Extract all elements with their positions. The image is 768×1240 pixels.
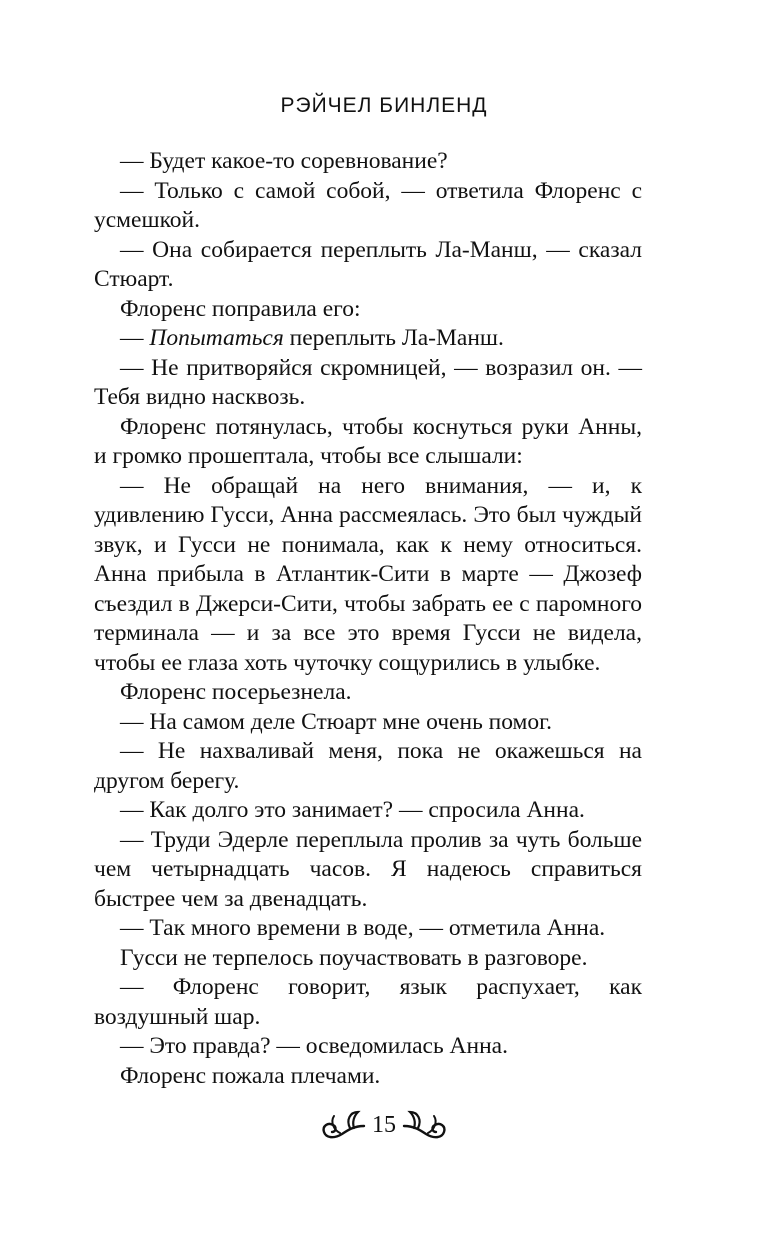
paragraph: Флоренс посерьезнела. (120, 679, 352, 705)
paragraph: — Труди Эдерле переплыла пролив за чуть больше чем четырнадцать часов. Я надеюсь справиться быстрее чем за двенадцать. (94, 826, 642, 912)
paragraph: — Не нахваливай меня, пока не окажешься на другом берегу. (94, 738, 642, 794)
paragraph: Флоренс потянулась, чтобы коснуться руки Анны, и громко прошептала, чтобы все слышали: (94, 413, 642, 469)
paragraph: — Она собирается переплыть Ла-Манш, — сказал Стюарт. (94, 236, 642, 292)
page-number: 15 (372, 1111, 396, 1138)
paragraph: Гусси не терпелось поучаствовать в разговоре. (120, 944, 588, 971)
paragraph: — Как долго это занимает? — спросила Анна. (120, 797, 585, 823)
paragraph: — Будет какое-то соревнование? (120, 148, 448, 174)
paragraph: — Флоренс говорит, язык распухает, как воздушный шар. (94, 974, 642, 1030)
paragraph-rest: переплыть Ла-Манш. (283, 325, 504, 351)
running-header: РЭЙЧЕЛ БИНЛЕНД (280, 94, 488, 117)
paragraph: — Только с самой собой, — ответила Флоренс с усмешкой. (94, 177, 642, 233)
page-footer (0, 1108, 768, 1142)
paragraph: — Это правда? — осведомилась Анна. (120, 1033, 508, 1059)
emphasis: Попытаться (149, 325, 284, 351)
paragraph: Флоренс пожала плечами. (120, 1062, 381, 1089)
paragraph: Флоренс поправила его: (120, 295, 361, 322)
body-text (94, 147, 642, 1091)
paragraph (94, 324, 642, 354)
flourish-ornament-icon (320, 1108, 366, 1142)
paragraph: — На самом деле Стюарт мне очень помог. (120, 708, 553, 735)
dash-prefix: — (120, 325, 150, 351)
paragraph: — Не обращай на него внимания, — и, к удивлению Гусси, Анна рассмеялась. Это был чуждый звук, и Гусси не понимала, как к нему относиться. Анна прибыла в Атлантик-Сити в марте — Джозеф съездил в Джерси-Сити, чтобы забрать ее с паромного терминала — и за все это время Гусси не видела, чтобы ее глаза хоть чуточку сощурились в улыбке. (94, 472, 642, 676)
paragraph: — Так много времени в воде, — отметила Анна. (120, 915, 606, 941)
flourish-ornament-icon (402, 1108, 448, 1142)
paragraph: — Не притворяйся скромницей, — возразил он. — Тебя видно насквозь. (94, 354, 642, 410)
